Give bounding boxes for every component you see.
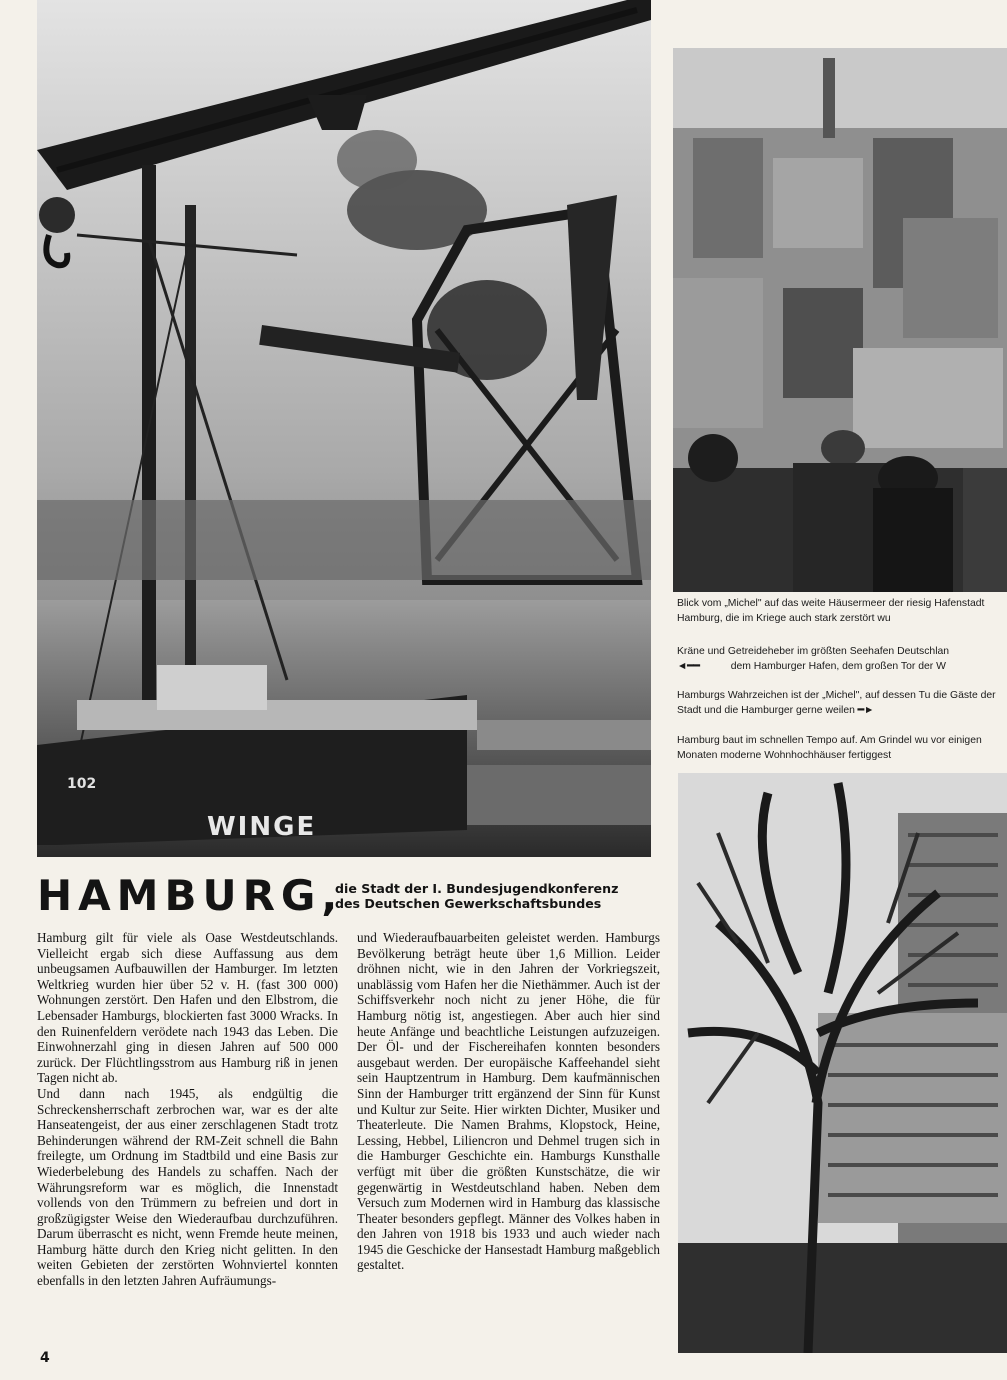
article-paragraph: und Wiederaufbauarbeiten geleistet werden. Hamburgs Bevölkerung beträgt heute über 1,6 Million. Leider dröhnen nicht, wie in den Jahren der Vorkriegszeit, unablässig vom Hafen her die Niethämmer. Auch ist der Schiffsverkehr noch nicht zu jener Höhe, die für Hamburg nötig ist, angestiegen. Aber auch hier sind heute Anfänge und beachtliche Leistungen aufzuzeigen. Der Öl- und der Fischereihafen konnten besonders ausgebaut werden. Der europäische Kaffeehandel sieht sein Hauptzentrum in Hamburg. Dem kaufmännischen Sinn der Hamburger tritt ergänzend der Sinn für Kunst und Kultur zur Seite. Hier wirkten Dichter, Musiker und Theaterleute. Die Namen Brahms, Klopstock, Heine, Lessing, Hebbel, Liliencron und Dehmel trugen sich in die Hamburger Geschichte ein. Hamburgs Kunsthalle verfügt mit über die größten Kunstschätze, die wir gegenwärtig in Westdeutschland haben. Neben dem Versuch zum Modernen wird in Hamburg das klassische Theater besonders gepflegt. Männer des Volkes haben in den Jahren von 1918 bis 1933 und auch wieder nach 1945 die Geschicke der Hansestadt Hamburg maßgeblich gestaltet. xyxy=(357,930,660,1273)
headline-subtitle xyxy=(335,881,618,911)
grindel-highrise-photo xyxy=(678,773,1007,1353)
headline-subtitle-line1: die Stadt der I. Bundesjugendkonferenz xyxy=(335,881,619,896)
caption-michel-landmark-text: Hamburgs Wahrzeichen ist der „Michel", auf dessen Tu die Gäste der Stadt und die Hamburger gerne weilen xyxy=(677,690,996,716)
caption-cranes-line1: Kräne und Getreideheber im größten Seehafen Deutschlan xyxy=(677,646,950,657)
caption-cranes xyxy=(677,644,1007,674)
caption-michel-landmark xyxy=(677,688,1007,718)
article-column-right xyxy=(357,930,660,1273)
article-paragraph: Hamburg gilt für viele als Oase Westdeutschlands. Vielleicht ergab sich diese Auffassung aus dem unbeugsamen Aufbauwillen der Hamburger. Im letzten Weltkrieg wurden hier über 52 v. H. (fast 300 000) Wohnungen zerstört. Den Hafen und den Elbstrom, die Lebensader Hamburgs, blockierten fast 3000 Wracks. In den Ruinenfeldern verödete nach 1943 das Leben. Die Einwohnerzahl ging in diesen Jahren auf 500 000 zurück. Der Flüchtlingsstrom aus Hamburg riß in jenen Tagen nicht ab. xyxy=(37,930,338,1086)
article-paragraph: Und dann nach 1945, als endgültig die Schreckensherrschaft zerbrochen war, war es der alte Hanseatengeist, der aus einer zerschlagenen Stadt trotz Behinderungen während der RM-Zeit schnell die Bahn freilegte, um Ordnung im Stadtbild und eine Basis zur Wiederbelebung des Handels zu schaffen. Nach der Währungsreform war es möglich, die Innenstadt vollends von den Trümmern zu befreien und dort in großzügigster Weise den Wiederaufbau durchzuführen. Darum überrascht es nicht, wenn Fremde heute meinen, Hamburg hätte durch den Krieg nicht gelitten. In den weiten Gebieten der zerstörten Wohnviertel konnten ebenfalls in den letzten Jahren Aufräumungs- xyxy=(37,1085,338,1289)
headline-city-name: HAMBURG, xyxy=(37,871,344,920)
harbor-cranes-photo xyxy=(37,0,651,857)
arrow-left-icon: ◄━━ xyxy=(677,661,700,672)
ship-hull-number: 102 xyxy=(67,776,97,792)
article-column-left xyxy=(37,930,338,1289)
caption-cranes-line2: dem Hamburger Hafen, dem großen Tor der W xyxy=(730,661,946,672)
page-number: 4 xyxy=(40,1350,50,1366)
ship-name: WINGE xyxy=(207,812,317,842)
michel-rooftop-view-photo xyxy=(673,48,1007,592)
city-rooftops-illustration xyxy=(673,48,1007,592)
caption-michel-view-text: Blick vom „Michel" auf das weite Häusermeer der riesig Hafenstadt Hamburg, die im Kriege auch stark zerstört wu xyxy=(677,598,985,624)
arrow-right-icon: ━► xyxy=(857,705,875,716)
headline-subtitle-line2: des Deutschen Gewerkschaftsbundes xyxy=(335,896,602,911)
tree-and-highrise-illustration xyxy=(678,773,1007,1353)
caption-michel-view xyxy=(677,596,1007,626)
caption-grindel-highrise-text: Hamburg baut im schnellen Tempo auf. Am Grindel wu vor einigen Monaten moderne Wohnhochhäuser fertiggest xyxy=(677,735,982,761)
harbor-scene-illustration xyxy=(37,0,651,857)
article-headline xyxy=(37,868,667,928)
caption-grindel-highrise xyxy=(677,733,1007,763)
